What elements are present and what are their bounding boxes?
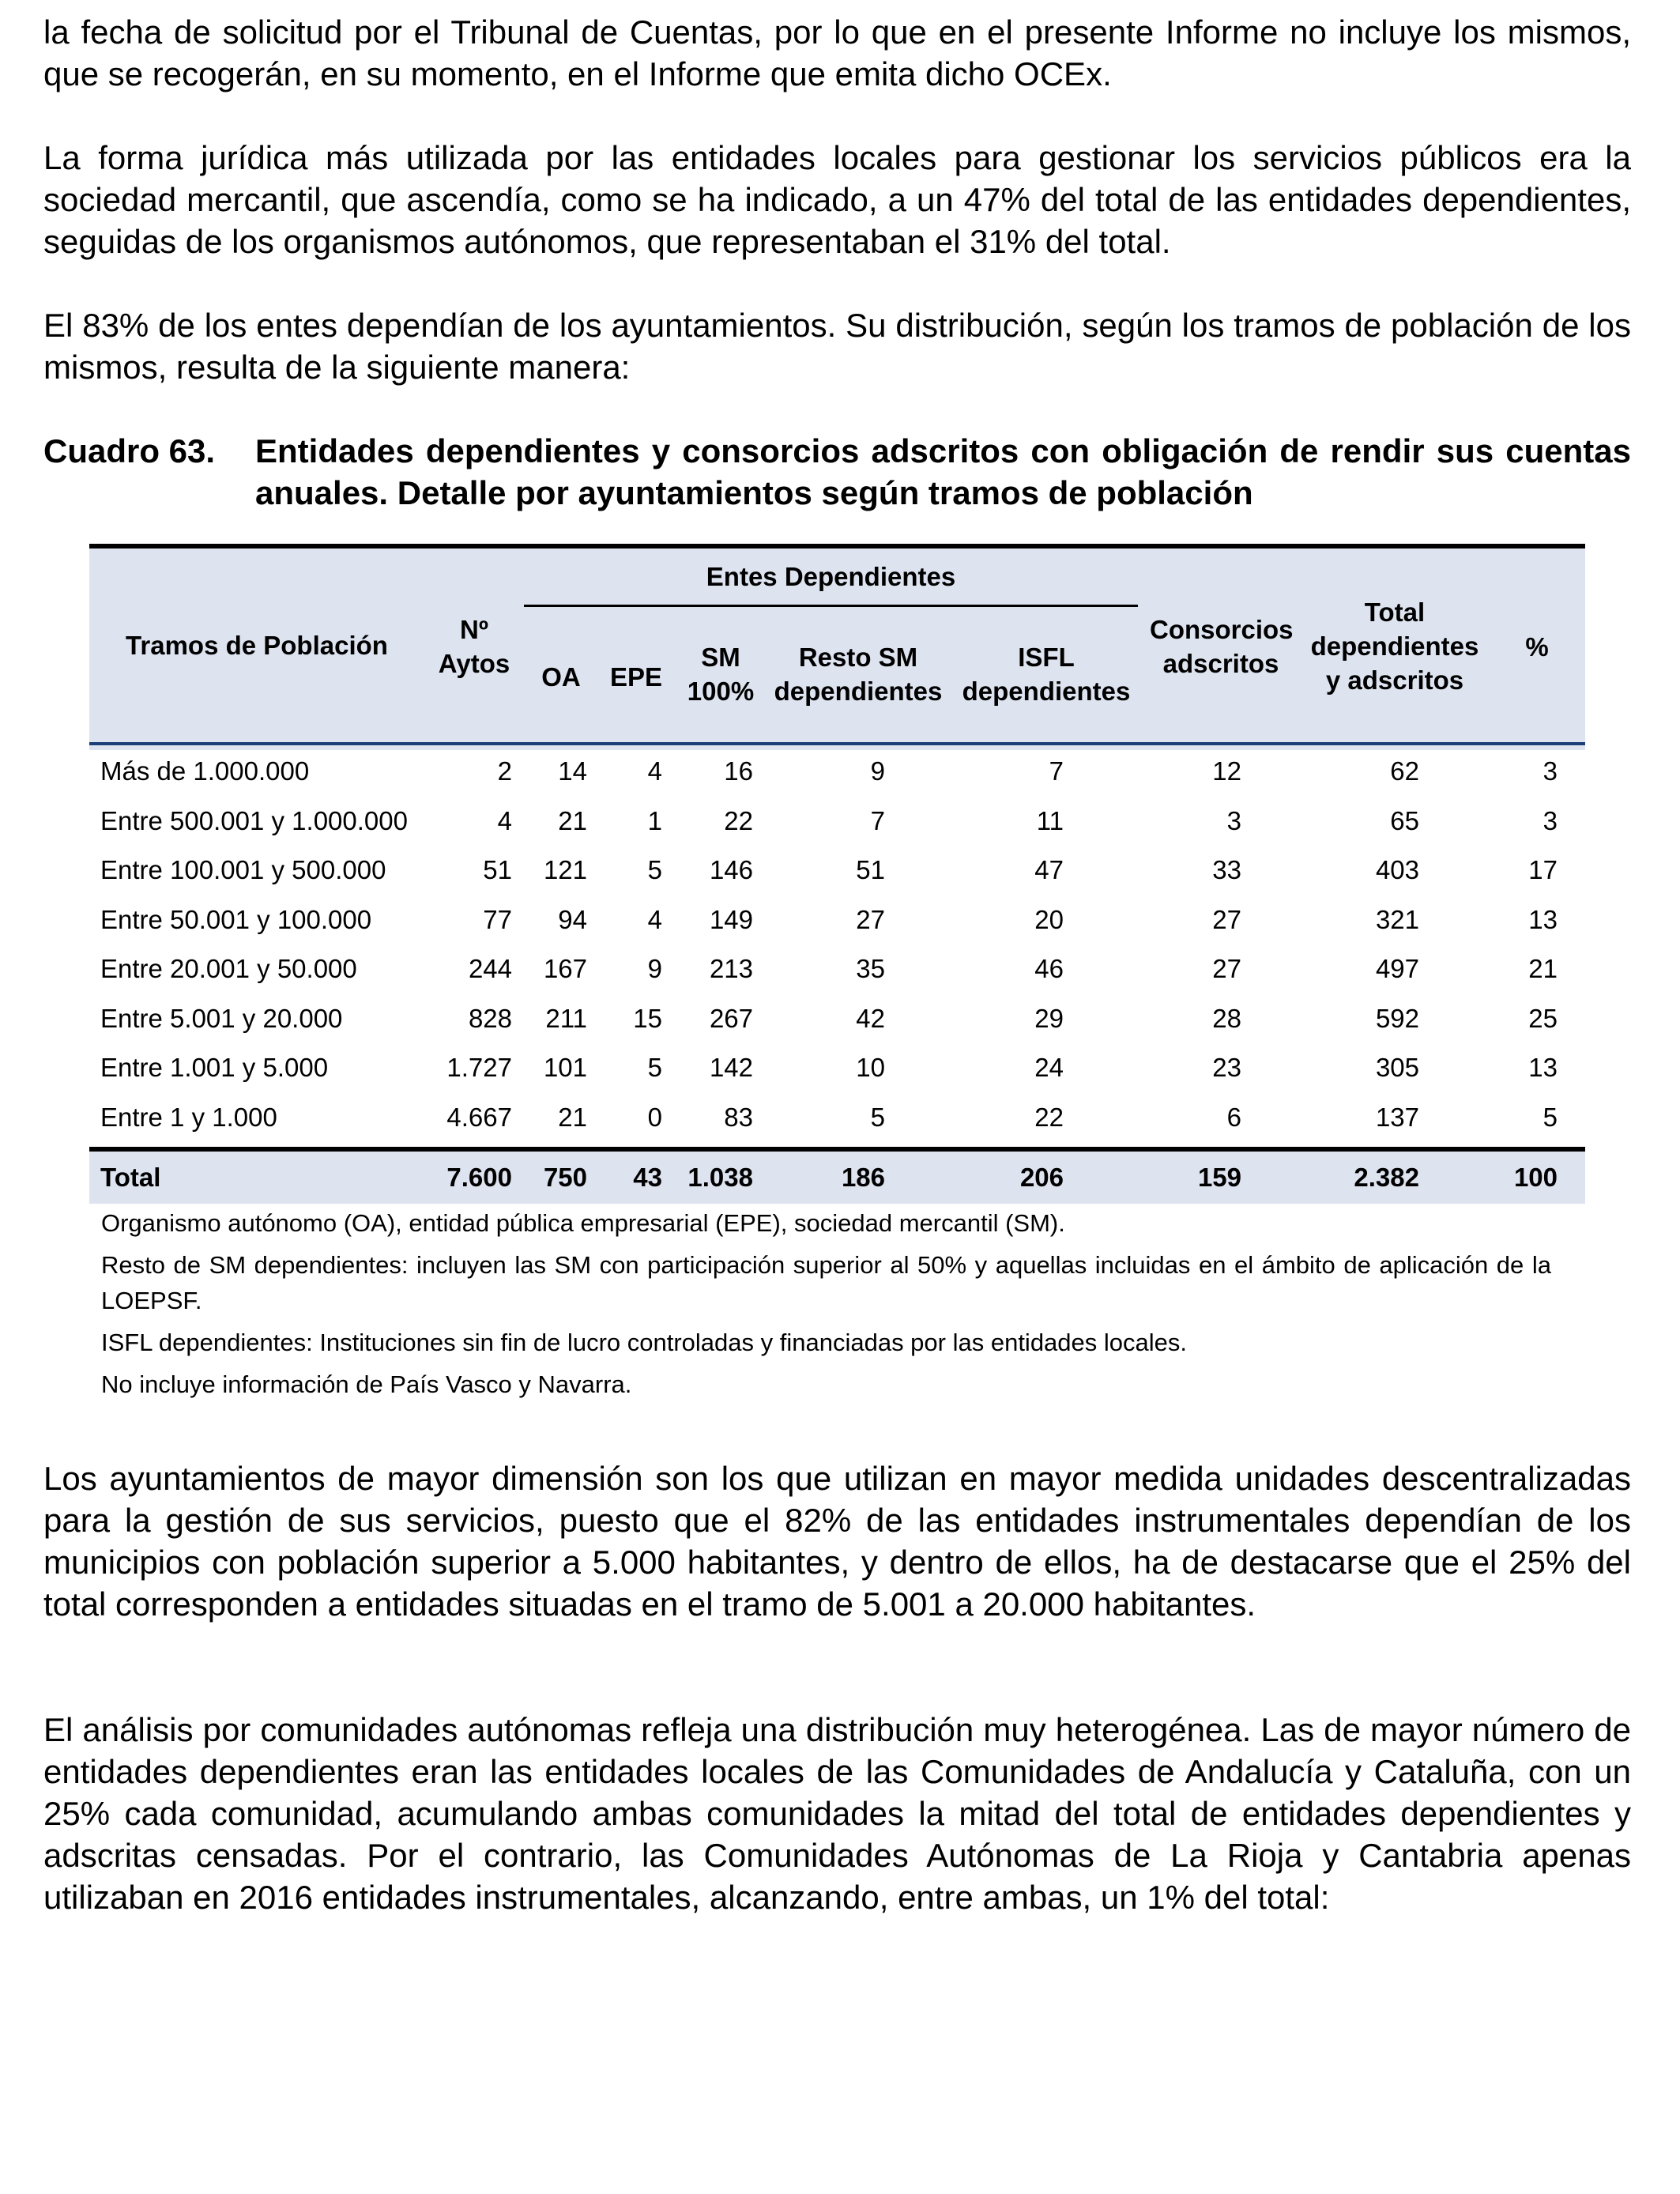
- table-cell: 1.038: [687, 1163, 753, 1192]
- table-cell: 267: [709, 1003, 753, 1033]
- table-cell: 4: [647, 756, 662, 786]
- table-cell: 35: [856, 954, 885, 983]
- header-resto-sm: Resto SM dependientes: [774, 643, 943, 706]
- table-cell: 7: [1049, 756, 1064, 786]
- header-percent: %: [1525, 632, 1549, 662]
- table-cell: 1: [647, 805, 662, 835]
- table-cell: 100: [1513, 1163, 1558, 1192]
- table-cell: 22: [724, 805, 753, 835]
- table-cell: 65: [1390, 805, 1419, 835]
- header-consorcios: Consorcios adscritos: [1150, 615, 1294, 678]
- table-cell: 146: [709, 855, 753, 884]
- table-cell: 2: [497, 756, 512, 786]
- table-cell: 28: [1212, 1003, 1241, 1033]
- table-cell: 17: [1528, 855, 1558, 884]
- row-label: Entre 5.001 y 20.000: [100, 1003, 343, 1033]
- table-cell: 20: [1034, 904, 1064, 934]
- note-resto-sm: Resto de SM dependientes: incluyen las SM con participación superior al 50% y aquellas incluidas en el ámbito de aplicación de la LOEPSF.: [101, 1251, 1551, 1314]
- header-sm100: SM 100%: [687, 643, 755, 706]
- table-cell: 159: [1197, 1163, 1241, 1192]
- table-cell: 15: [633, 1003, 662, 1033]
- table-cell: 24: [1034, 1053, 1064, 1082]
- table-caption: [43, 430, 1631, 514]
- table-notes: [101, 1205, 1551, 1412]
- table-cell: 321: [1375, 904, 1419, 934]
- table-cell: 5: [870, 1102, 885, 1132]
- table-cell: 29: [1034, 1003, 1064, 1033]
- paragraph-regional-analysis: El análisis por comunidades autónomas refleja una distribución muy heterogénea. Las de mayor número de entidades dependientes eran las entidades locales de las Comunidades de Andalucía y Cataluña, con un 25% cada comunidad, acumulando ambas comunidades la mitad del total de entidades dependientes y adscritas censadas. Por el contrario, las Comunidades Autónomas de La Rioja y Cantabria apenas utilizaban en 2016 entidades instrumentales, alcanzando, entre ambas, un 1% del total:: [43, 1711, 1631, 1916]
- table-cell: 7.600: [446, 1163, 512, 1192]
- table-cell: 828: [468, 1003, 512, 1033]
- header-aytos: Nº Aytos: [438, 615, 510, 678]
- table-cell: 1.727: [446, 1053, 512, 1082]
- table-cell: 5: [1543, 1102, 1558, 1132]
- total-label: Total: [100, 1163, 161, 1192]
- table-cell: 22: [1034, 1102, 1064, 1132]
- table-cell: 142: [709, 1053, 753, 1082]
- table-cell: 25: [1528, 1003, 1558, 1033]
- header-tramos: Tramos de Población: [126, 631, 388, 660]
- table-cell: 12: [1212, 756, 1241, 786]
- table-cell: 5: [647, 855, 662, 884]
- table-cell: 137: [1375, 1102, 1419, 1132]
- table-row: [89, 1043, 1585, 1092]
- table-cell: 46: [1034, 954, 1064, 983]
- table-cell: 149: [709, 904, 753, 934]
- table-cell: 3: [1543, 756, 1558, 786]
- table-cell: 206: [1019, 1163, 1064, 1192]
- table-cell: 305: [1375, 1053, 1419, 1082]
- table-cell: 51: [483, 855, 512, 884]
- table-row: [89, 944, 1585, 993]
- paragraph-intro: la fecha de solicitud por el Tribunal de Cuentas, por lo que en el presente Informe no incluye los mismos, que se recogerán, en su momento, en el Informe que emita dicho OCEx.: [43, 13, 1631, 92]
- table-cell: 6: [1226, 1102, 1241, 1132]
- table-cell: 211: [545, 1003, 587, 1033]
- table-cell: 11: [1036, 805, 1064, 835]
- header-group-underline: [524, 605, 1138, 607]
- table-total-row: [89, 1147, 1585, 1204]
- table-cell: 121: [543, 855, 587, 884]
- paragraph-large-municipalities: Los ayuntamientos de mayor dimensión son los que utilizan en mayor medida unidades descentralizadas para la gestión de sus servicios, puesto que el 82% de las entidades instrumentales dependían de los municipios con población superior a 5.000 habitantes, y dentro de ellos, ha de destacarse que el 25% del total corresponden a entidades situadas en el tramo de 5.001 a 20.000 habitantes.: [43, 1460, 1631, 1623]
- note-isfl: ISFL dependientes: Instituciones sin fin de lucro controladas y financiadas por las entidades locales.: [101, 1329, 1188, 1356]
- table-cell: 10: [856, 1053, 885, 1082]
- table-cell: 9: [870, 756, 885, 786]
- row-label: Entre 100.001 y 500.000: [100, 855, 386, 884]
- table-cell: 0: [647, 1102, 662, 1132]
- table-cell: 3: [1543, 805, 1558, 835]
- table-cell: 21: [1528, 954, 1558, 983]
- table-cell: 43: [633, 1163, 662, 1192]
- header-total: Total dependientes y adscritos: [1310, 598, 1479, 695]
- table-cell: 3: [1226, 805, 1241, 835]
- table-cell: 7: [870, 805, 885, 835]
- table-cell: 14: [558, 756, 587, 786]
- paragraph-legal-form: La forma jurídica más utilizada por las entidades locales para gestionar los servicios públicos era la sociedad mercantil, que ascendía, como se ha indicado, a un 47% del total de las entidades dependientes, seguidas de los organismos autónomos, que representaban el 31% del total.: [43, 139, 1631, 260]
- table-row: [89, 895, 1585, 944]
- note-exclusion: No incluye información de País Vasco y Navarra.: [101, 1370, 632, 1398]
- table-cell: 5: [647, 1053, 662, 1082]
- caption-title: Entidades dependientes y consorcios adscritos con obligación de rendir sus cuentas anuales. Detalle por ayuntamientos según tramos de población: [255, 432, 1631, 511]
- table-cell: 4: [647, 904, 662, 934]
- table-cell: 213: [709, 954, 753, 983]
- table-row: [89, 797, 1585, 846]
- table-cell: 101: [543, 1053, 587, 1082]
- table-cell: 9: [647, 954, 662, 983]
- table-cell: 42: [856, 1003, 885, 1033]
- table-cell: 21: [558, 1102, 587, 1132]
- header-oa: OA: [541, 662, 581, 692]
- header-isfl: ISFL dependientes: [962, 643, 1131, 706]
- table-cell: 167: [543, 954, 587, 983]
- header-epe: EPE: [609, 662, 663, 692]
- table-cell: 51: [856, 855, 885, 884]
- row-label: Entre 500.001 y 1.000.000: [100, 805, 408, 835]
- table-cell: 47: [1034, 855, 1064, 884]
- table-cell: 13: [1528, 904, 1558, 934]
- table-cell: 13: [1528, 1053, 1558, 1082]
- table-cell: 2.382: [1354, 1163, 1419, 1192]
- paragraph-dependence: El 83% de los entes dependían de los ayuntamientos. Su distribución, según los tramos de población de los mismos, resulta de la siguiente manera:: [43, 307, 1631, 386]
- table-row: [89, 846, 1585, 895]
- header-group-entes: Entes Dependientes: [706, 562, 956, 591]
- table-cell: 186: [841, 1163, 885, 1192]
- table-cell: 62: [1390, 756, 1419, 786]
- table-cell: 94: [558, 904, 587, 934]
- table-cell: 33: [1212, 855, 1241, 884]
- table-row: [89, 994, 1585, 1043]
- row-label: Entre 50.001 y 100.000: [100, 904, 372, 934]
- table-cell: 16: [724, 756, 753, 786]
- caption-label: Cuadro 63.: [43, 432, 216, 469]
- row-label: Más de 1.000.000: [100, 756, 310, 786]
- note-abbreviations: Organismo autónomo (OA), entidad pública empresarial (EPE), sociedad mercantil (SM).: [101, 1209, 1065, 1237]
- table-cell: 27: [1212, 954, 1241, 983]
- row-label: Entre 1.001 y 5.000: [100, 1053, 329, 1082]
- table-cell: 4: [497, 805, 512, 835]
- table-row: [89, 747, 1585, 796]
- table-cell: 4.667: [446, 1102, 512, 1132]
- table-cell: 244: [468, 954, 512, 983]
- table-cell: 27: [1212, 904, 1241, 934]
- table-cell: 497: [1375, 954, 1419, 983]
- row-label: Entre 1 y 1.000: [100, 1102, 277, 1132]
- table-cell: 403: [1375, 855, 1419, 884]
- table-cell: 23: [1212, 1053, 1241, 1082]
- table-row: [89, 1093, 1585, 1142]
- table-cell: 592: [1375, 1003, 1419, 1033]
- row-label: Entre 20.001 y 50.000: [100, 954, 357, 983]
- table-cell: 27: [856, 904, 885, 934]
- table-header-divider: [89, 742, 1585, 745]
- table-cell: 21: [558, 805, 587, 835]
- table-cell: 750: [543, 1163, 587, 1192]
- table-cell: 83: [724, 1102, 753, 1132]
- table-cell: 77: [483, 904, 512, 934]
